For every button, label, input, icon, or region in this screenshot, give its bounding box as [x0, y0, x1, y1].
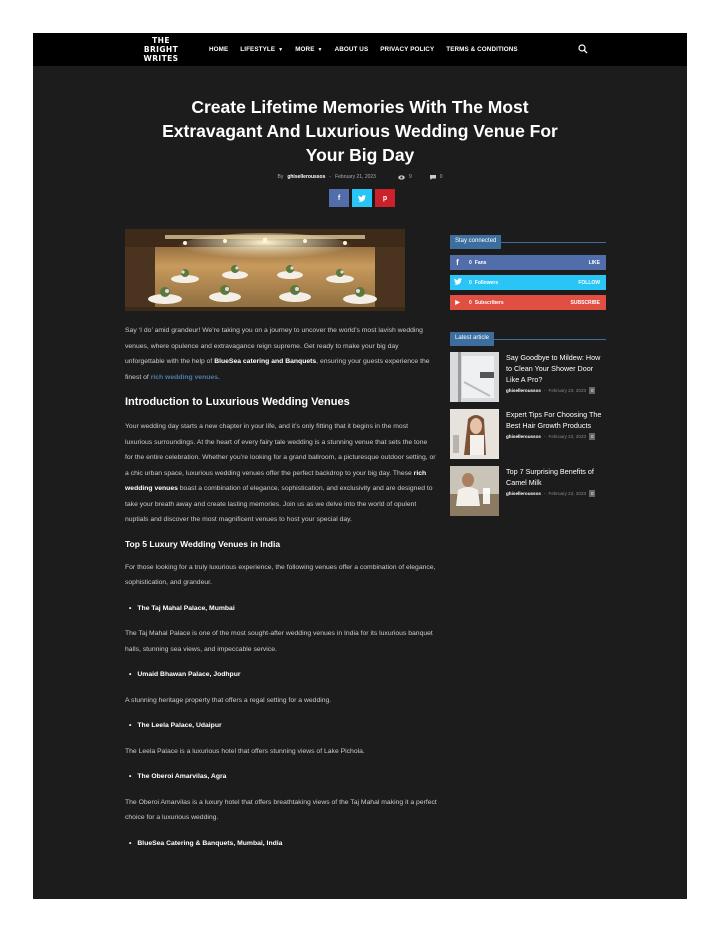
pinterest-share-button[interactable] — [375, 189, 395, 207]
site-logo[interactable] — [141, 36, 181, 63]
venue-description: The Oberoi Amarvilas is a luxury hotel that offers breathtaking views of the Taj Mahal making it a perfect choice for a luxurious wedding. — [125, 798, 437, 821]
social-label: Followers — [474, 279, 499, 286]
post-author[interactable]: ghiselleroussos — [506, 491, 541, 496]
latest-post[interactable] — [450, 466, 606, 516]
eye-icon — [398, 175, 405, 180]
hero-image — [125, 229, 405, 311]
post-thumbnail[interactable] — [450, 466, 499, 516]
social-label: Subscribers — [474, 299, 504, 306]
post-date: February 23, 2023 — [548, 388, 587, 393]
section-heading: Introduction to Luxurious Wedding Venues — [125, 396, 350, 408]
comment-count-badge[interactable]: 0 — [591, 388, 594, 393]
latest-posts-list — [450, 352, 606, 516]
publish-date: February 21, 2023 — [335, 174, 376, 180]
subscriber-count: 0 — [469, 299, 472, 306]
venue-list-item: • The Taj Mahal Palace, Mumbai — [125, 601, 437, 617]
twitter-icon — [358, 195, 366, 202]
venue-list-item: • The Leela Palace, Udaipur — [125, 718, 437, 734]
paragraph — [125, 419, 437, 528]
nav-privacy-policy[interactable] — [380, 46, 434, 53]
facebook-share-button[interactable] — [329, 189, 349, 207]
text: , ensuring your guests experience the finest of — [125, 358, 430, 381]
heading-label: Stay connected — [450, 235, 501, 249]
nav-label: ABOUT US — [334, 46, 369, 53]
nav-label: TERMS & CONDITIONS — [446, 46, 518, 53]
bold-text: rich wedding venues — [125, 469, 427, 492]
like-button[interactable]: LIKE — [588, 259, 600, 266]
post-author[interactable]: ghiselleroussos — [506, 388, 541, 393]
share-buttons — [329, 189, 395, 207]
venue-list-item: • Umaid Bhawan Palace, Jodhpur — [125, 667, 437, 683]
view-count: 9 — [408, 174, 412, 180]
site-header — [33, 33, 687, 66]
facebook-like-widget[interactable] — [450, 255, 606, 270]
subscribe-button[interactable]: SUBSCRIBE — [570, 299, 600, 306]
nav-more[interactable] — [295, 46, 322, 53]
twitter-follow-widget[interactable] — [450, 275, 606, 290]
chevron-down-icon: ▼ — [278, 46, 284, 53]
intro-paragraph — [125, 323, 437, 385]
fan-count: 0 — [469, 259, 472, 266]
meta-sep: - — [543, 491, 546, 496]
nav-label: LIFESTYLE — [240, 46, 276, 53]
social-label: Fans — [474, 259, 487, 266]
logo-line: THE — [152, 36, 170, 45]
venue-description: A stunning heritage property that offers a regal setting for a wedding. — [125, 696, 332, 704]
meta-sep: - — [543, 388, 546, 393]
venue-description: The Taj Mahal Palace is one of the most sought-after wedding venues in India for its luxurious banquet halls, stunning sea views, and impeccable service. — [125, 630, 433, 653]
article-title: Create Lifetime Memories With The Most Extravagant And Luxurious Wedding Venue For Your Big Day — [162, 97, 558, 165]
follower-count: 0 — [469, 279, 472, 286]
pinterest-icon: p — [382, 194, 388, 202]
facebook-icon: f — [456, 258, 459, 267]
latest-article-heading — [450, 326, 606, 340]
nav-lifestyle[interactable] — [240, 46, 283, 53]
article-meta — [33, 174, 687, 180]
search-icon[interactable] — [578, 44, 588, 54]
venue-list-item: • The Oberoi Amarvilas, Agra — [125, 769, 437, 785]
nav-terms-conditions[interactable] — [446, 46, 517, 53]
sidebar — [450, 229, 606, 523]
stay-connected-heading — [450, 229, 606, 243]
meta-sep: - — [329, 174, 332, 180]
latest-post[interactable] — [450, 352, 606, 402]
post-title-link[interactable]: Top 7 Surprising Benefits of Camel Milk — [506, 467, 594, 487]
text: Say ‘I do’ amid grandeur! We’re taking you on a journey to uncover the world’s most lavish wedding venues, where opulence and extravagance reign supreme. Get ready to make your big day unforgettable with the help of — [125, 327, 423, 365]
meta-sep: - — [543, 434, 546, 439]
post-title-link[interactable]: Say Goodbye to Mildew: How to Clean Your Shower Door Like A Pro? — [506, 353, 601, 384]
comment-icon — [430, 175, 436, 180]
comment-count-badge[interactable]: 0 — [591, 434, 594, 439]
article-body — [125, 323, 437, 861]
text: boast a combination of elegance, sophistication, and exclusivity and are designed to take your breath away and create lasting memories. Join us as we delve into the world of opulent nuptials and discover the most magnificent venues to host your special day. — [125, 485, 433, 523]
main-nav — [209, 33, 530, 66]
text: Your wedding day starts a new chapter in your life, and it’s only fitting that it begins in the most luxurious surroundings. At the heart of every fairy tale wedding is a stunning venue that sets the tone for the entire celebration. Whether you’re looking for a grand ballroom, a picturesque outdoor setting, or a chic urban space, luxurious wedding venues offer the perfect backdrop to your big day. These — [125, 423, 436, 477]
post-title-link[interactable]: Expert Tips For Choosing The Best Hair Growth Products — [506, 410, 602, 430]
heading-label: Latest article — [450, 332, 494, 346]
logo-line: BRIGHT — [143, 45, 179, 54]
meta-by: By — [277, 174, 284, 180]
text: . — [217, 373, 220, 381]
paragraph: For those looking for a truly luxurious experience, the following venues offer a combination of elegance, sophistication, and grandeur. — [125, 563, 436, 586]
post-author[interactable]: ghiselleroussos — [506, 434, 541, 439]
rich-wedding-venues-link[interactable]: rich wedding venues — [150, 373, 218, 381]
nav-home[interactable] — [209, 46, 228, 53]
page — [33, 33, 687, 899]
post-meta — [506, 490, 606, 497]
venue-description: The Leela Palace is a luxurious hotel that offers stunning views of Lake Pichola. — [125, 747, 365, 755]
nav-about-us[interactable] — [335, 46, 369, 53]
subsection-heading: Top 5 Luxury Wedding Venues in India — [125, 538, 281, 549]
post-thumbnail[interactable] — [450, 409, 499, 459]
latest-post[interactable] — [450, 409, 606, 459]
logo-line: WRITES — [143, 54, 179, 63]
chevron-down-icon: ▼ — [317, 46, 323, 53]
twitter-icon — [450, 278, 465, 287]
follow-button[interactable]: FOLLOW — [578, 279, 600, 286]
nav-label: PRIVACY POLICY — [380, 46, 435, 53]
nav-label: HOME — [209, 46, 229, 53]
bold-text: BlueSea catering and Banquets — [214, 358, 317, 365]
author-link[interactable]: ghiselleroussos — [287, 174, 326, 180]
post-meta — [506, 433, 606, 440]
comment-count-badge[interactable]: 0 — [591, 491, 594, 496]
youtube-icon: ▶ — [455, 300, 460, 306]
post-meta — [506, 387, 606, 394]
venue-list-item: • BlueSea Catering & Banquets, Mumbai, India — [125, 836, 437, 852]
youtube-subscribe-widget[interactable] — [450, 295, 606, 310]
facebook-icon: f — [337, 194, 341, 202]
comment-count[interactable]: 0 — [439, 174, 443, 180]
nav-label: MORE — [295, 46, 315, 53]
post-date: February 22, 2023 — [548, 491, 587, 496]
post-date: February 22, 2023 — [548, 434, 587, 439]
twitter-share-button[interactable] — [352, 189, 372, 207]
post-thumbnail[interactable] — [450, 352, 499, 402]
